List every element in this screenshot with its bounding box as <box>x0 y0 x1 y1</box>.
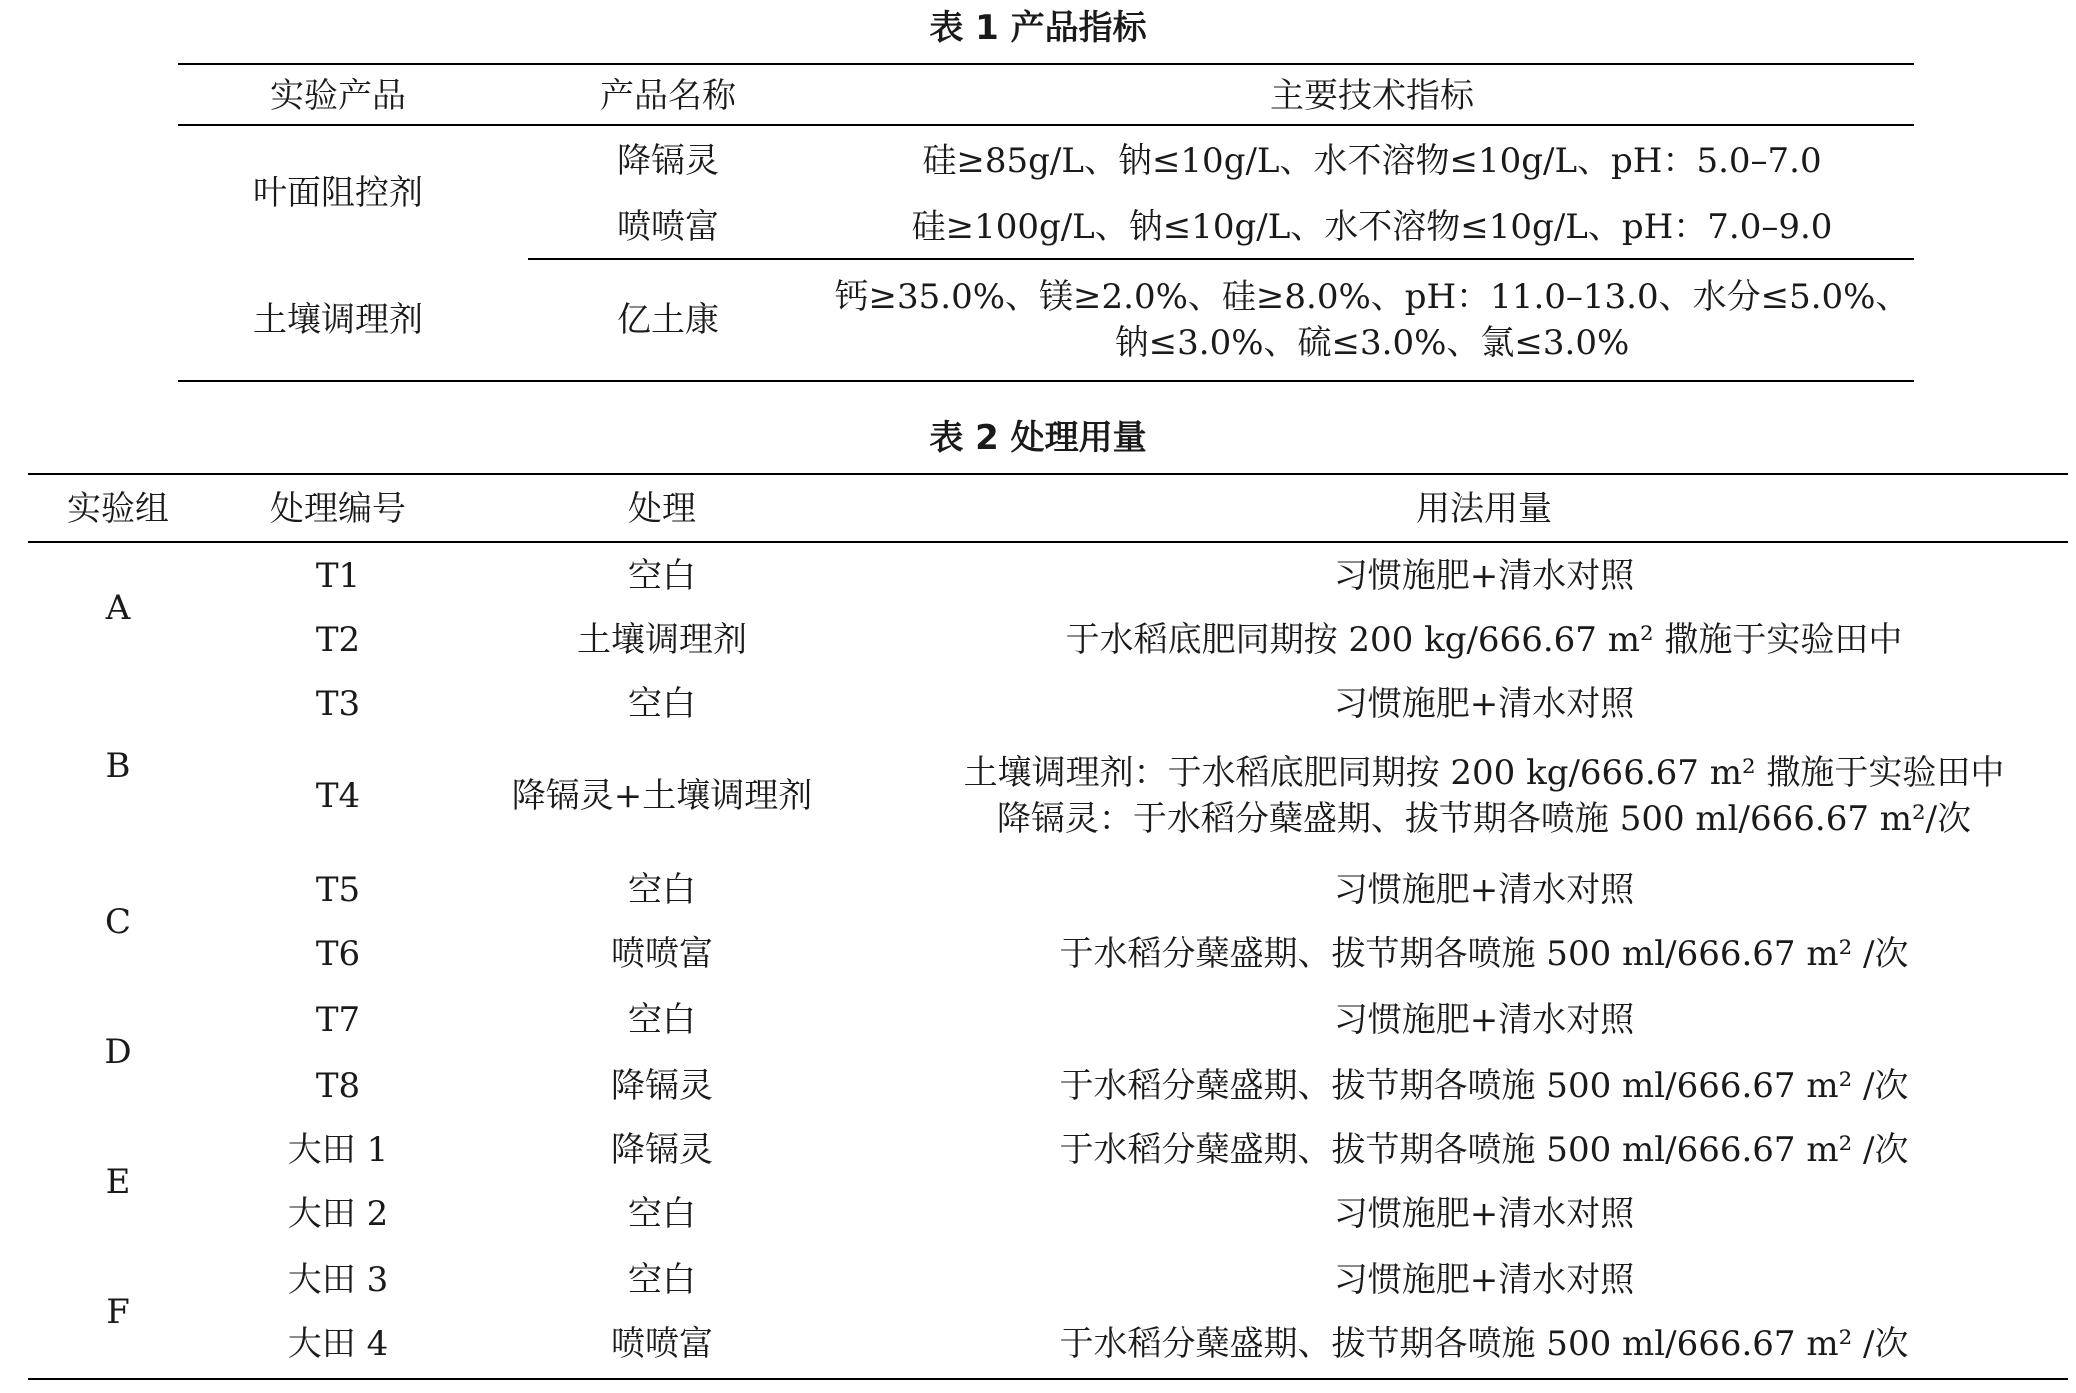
table1-bottom-rule <box>178 380 1914 382</box>
table2-row-field2-usage: 习惯施肥+清水对照 <box>1333 1194 1635 1234</box>
table2-row-t4-usage <box>900 740 2068 852</box>
table2-row-t6-treatment: 喷喷富 <box>611 934 713 974</box>
table2-group-e: E <box>105 1162 131 1202</box>
table2-top-rule <box>28 473 2068 475</box>
table1-spec-jianggeling: 硅≥85g/L、钠≤10g/L、水不溶物≤10g/L、pH：5.0–7.0 <box>922 141 1822 181</box>
table2-row-t5-usage: 习惯施肥+清水对照 <box>1333 870 1635 910</box>
table2-row-t6-usage: 于水稻分蘖盛期、拔节期各喷施 500 ml/666.67 m² /次 <box>1059 934 1909 974</box>
table2-header-treatment: 处理 <box>628 489 696 529</box>
table2-row-field3-code: 大田 3 <box>287 1260 389 1300</box>
table2-row-t4-treatment: 降镉灵+土壤调理剂 <box>511 776 813 816</box>
table2-row-t5-treatment: 空白 <box>628 870 696 910</box>
table1-product-soil: 土壤调理剂 <box>253 300 423 340</box>
table2-row-field4-code: 大田 4 <box>287 1324 389 1364</box>
table2-row-field2-code: 大田 2 <box>287 1194 389 1234</box>
table2-row-t1-code: T1 <box>315 556 361 596</box>
table1-spec-penpenfu: 硅≥100g/L、钠≤10g/L、水不溶物≤10g/L、pH：7.0–9.0 <box>911 207 1833 247</box>
table2-caption: 表 2 处理用量 <box>929 418 1147 458</box>
table2-row-t2-usage: 于水稻底肥同期按 200 kg/666.67 m² 撒施于实验田中 <box>1065 620 1903 660</box>
table1-header-name: 产品名称 <box>600 76 736 116</box>
table2-row-t4-code: T4 <box>315 776 361 816</box>
table2-bottom-rule <box>28 1378 2068 1380</box>
table1-header-product: 实验产品 <box>270 76 406 116</box>
table2-row-t2-treatment: 土壤调理剂 <box>577 620 747 660</box>
table1-spec-yitukang <box>830 262 1914 378</box>
table2-row-t6-code: T6 <box>315 934 361 974</box>
table2-row-t7-usage: 习惯施肥+清水对照 <box>1333 1000 1635 1040</box>
table2-row-field4-usage: 于水稻分蘖盛期、拔节期各喷施 500 ml/666.67 m² /次 <box>1059 1324 1909 1364</box>
table1-name-yitukang: 亿土康 <box>617 300 719 340</box>
table2-row-t8-treatment: 降镉灵 <box>611 1066 713 1106</box>
table1-spec-yitukang-line2: 钠≤3.0%、硫≤3.0%、氯≤3.0% <box>1114 323 1630 363</box>
table2-row-field2-treatment: 空白 <box>628 1194 696 1234</box>
table1-caption: 表 1 产品指标 <box>929 8 1147 48</box>
table1-name-penpenfu: 喷喷富 <box>617 207 719 247</box>
table2-row-field3-usage: 习惯施肥+清水对照 <box>1333 1260 1635 1300</box>
table2-header-code: 处理编号 <box>270 489 406 529</box>
table1-group-rule <box>528 258 1914 260</box>
table1-name-jianggeling: 降镉灵 <box>617 141 719 181</box>
table2-row-t3-code: T3 <box>315 684 361 724</box>
table1-product-foliar: 叶面阻控剂 <box>253 173 423 213</box>
table2-group-c: C <box>104 902 131 942</box>
table2-row-t8-usage: 于水稻分蘖盛期、拔节期各喷施 500 ml/666.67 m² /次 <box>1059 1066 1909 1106</box>
table2-row-t2-code: T2 <box>315 620 361 660</box>
table2-row-t1-treatment: 空白 <box>628 556 696 596</box>
table2-row-field1-usage: 于水稻分蘖盛期、拔节期各喷施 500 ml/666.67 m² /次 <box>1059 1130 1909 1170</box>
table2-row-field3-treatment: 空白 <box>628 1260 696 1300</box>
table2-group-a: A <box>105 588 131 628</box>
table2-row-t3-treatment: 空白 <box>628 684 696 724</box>
table2-group-b: B <box>105 746 131 786</box>
table2-row-t7-code: T7 <box>315 1000 361 1040</box>
table2-row-t1-usage: 习惯施肥+清水对照 <box>1333 556 1635 596</box>
table2-row-field1-code: 大田 1 <box>287 1130 389 1170</box>
table2-row-t4-usage-line1: 土壤调理剂：于水稻底肥同期按 200 kg/666.67 m² 撒施于实验田中 <box>963 753 2005 793</box>
table1-header-spec: 主要技术指标 <box>1270 76 1474 116</box>
table1-header-rule <box>178 124 1914 126</box>
table2-row-t4-usage-line2: 降镉灵：于水稻分蘖盛期、拔节期各喷施 500 ml/666.67 m²/次 <box>996 799 1972 839</box>
table2-group-f: F <box>106 1292 130 1332</box>
table2-header-group: 实验组 <box>67 489 169 529</box>
table2-header-usage: 用法用量 <box>1416 489 1552 529</box>
table1-top-rule <box>178 63 1914 65</box>
table2-header-rule <box>28 541 2068 543</box>
table2-row-field4-treatment: 喷喷富 <box>611 1324 713 1364</box>
table2-row-t3-usage: 习惯施肥+清水对照 <box>1333 684 1635 724</box>
table1-spec-yitukang-line1: 钙≥35.0%、镁≥2.0%、硅≥8.0%、pH：11.0–13.0、水分≤5.0%、 <box>834 277 1910 317</box>
table2-row-t7-treatment: 空白 <box>628 1000 696 1040</box>
table2-row-field1-treatment: 降镉灵 <box>611 1130 713 1170</box>
table2-group-d: D <box>104 1032 132 1072</box>
table2-row-t5-code: T5 <box>315 870 361 910</box>
table2-row-t8-code: T8 <box>315 1066 361 1106</box>
